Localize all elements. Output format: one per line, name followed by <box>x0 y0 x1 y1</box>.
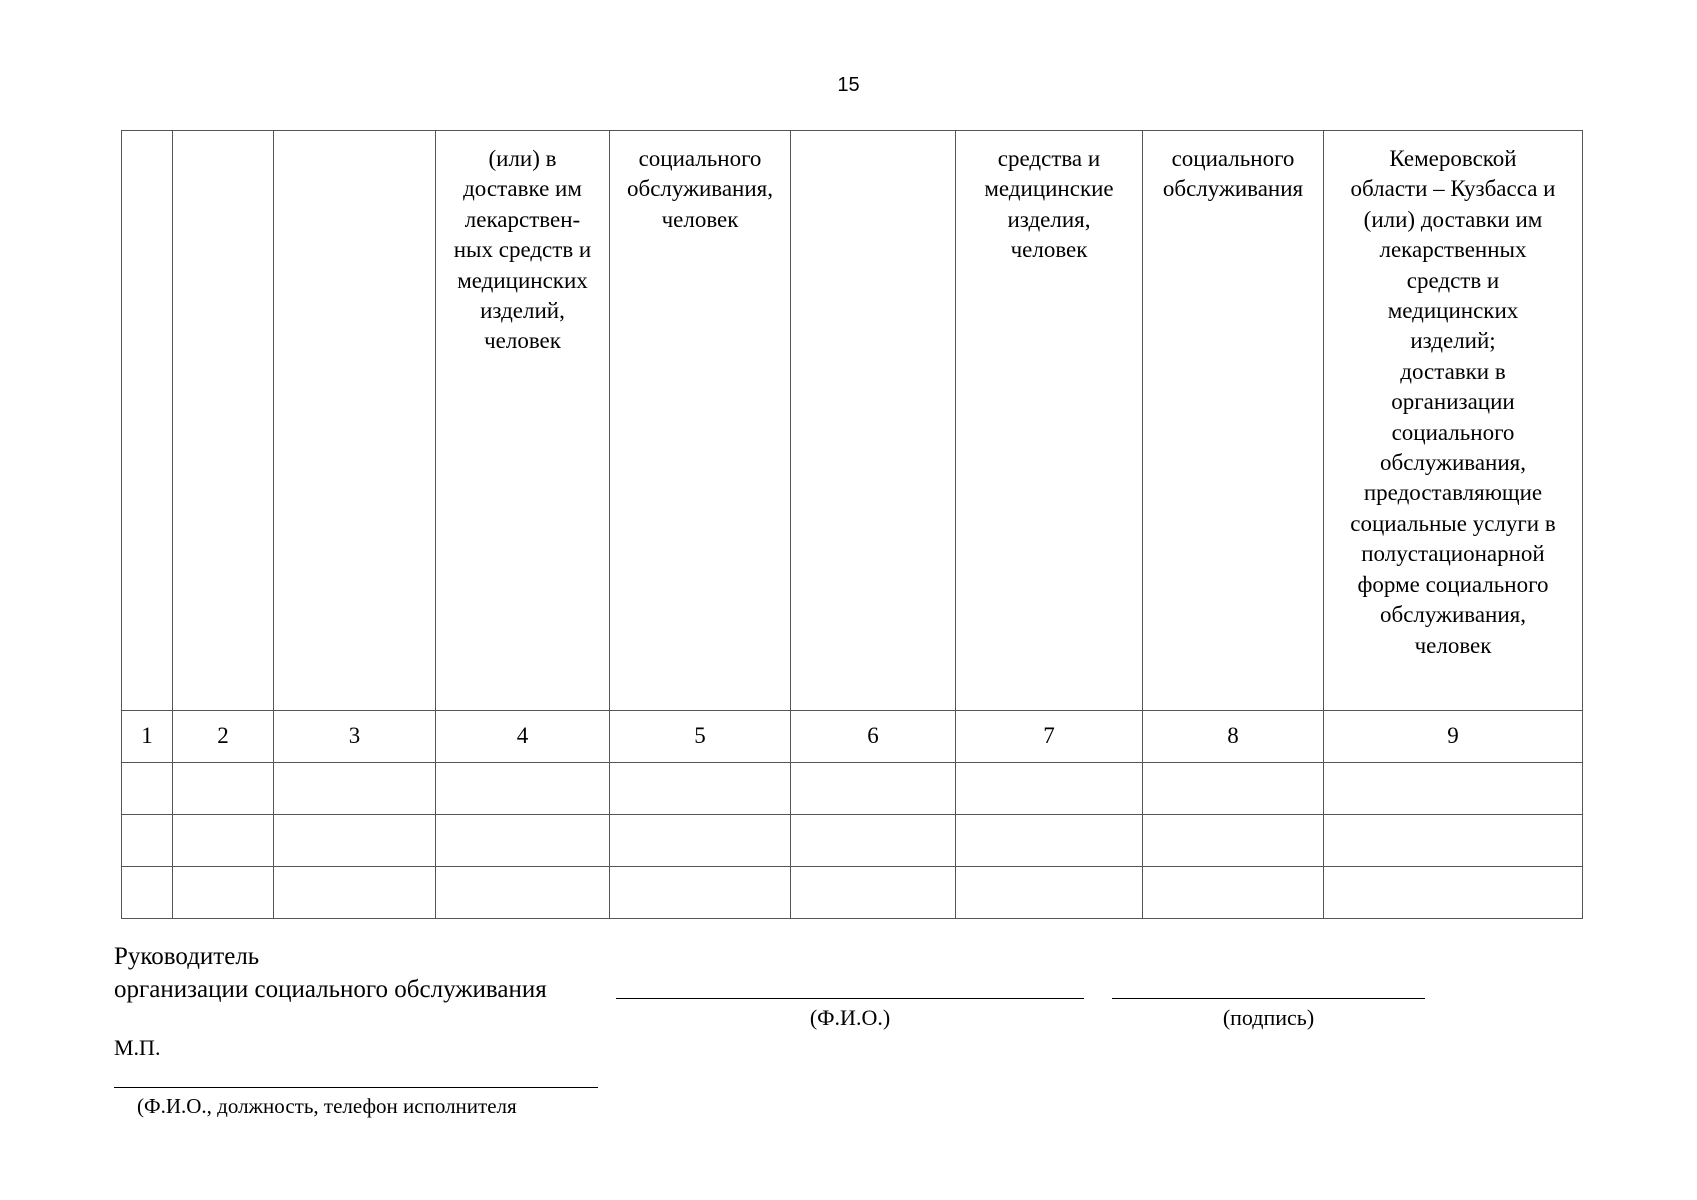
table-cell <box>274 763 436 815</box>
header-cell: социального обслуживания <box>1143 131 1324 711</box>
header-cell: социального обслуживания, человек <box>610 131 791 711</box>
column-number-row <box>122 711 1583 763</box>
table-cell <box>1324 815 1583 867</box>
header-cell: средства и медицинские изделия, человек <box>956 131 1143 711</box>
table-cell <box>956 815 1143 867</box>
table-row <box>122 867 1583 919</box>
table-row <box>122 815 1583 867</box>
column-number: 2 <box>173 711 274 763</box>
table-cell <box>436 815 610 867</box>
header-cell: (или) в доставке им лекарствен- ных средств и медицинских изделий, человек <box>436 131 610 711</box>
column-number: 8 <box>1143 711 1324 763</box>
signature-blank-line <box>1112 998 1425 999</box>
table-cell <box>436 867 610 919</box>
table-row <box>122 763 1583 815</box>
fio-caption: (Ф.И.О.) <box>809 1005 891 1030</box>
table-cell <box>791 763 956 815</box>
table-cell <box>1143 763 1324 815</box>
signature-title-line1: Руководитель <box>114 943 260 970</box>
header-cell <box>173 131 274 711</box>
table-cell <box>791 867 956 919</box>
table-cell <box>1143 815 1324 867</box>
executor-caption: (Ф.И.О., должность, телефон исполнителя <box>137 1094 517 1118</box>
table-cell <box>1143 867 1324 919</box>
table-cell <box>791 815 956 867</box>
table-cell <box>956 867 1143 919</box>
table-cell <box>274 867 436 919</box>
table-cell <box>274 815 436 867</box>
executor-blank-line <box>114 1087 598 1088</box>
table-cell <box>436 763 610 815</box>
signature-title-line2: организации социального обслуживания <box>114 976 547 1003</box>
table-cell <box>173 867 274 919</box>
column-number: 3 <box>274 711 436 763</box>
fio-blank-line <box>616 998 1084 999</box>
table-cell <box>610 763 791 815</box>
report-table <box>121 130 1583 919</box>
column-number: 5 <box>610 711 791 763</box>
stamp-label: М.П. <box>114 1035 161 1060</box>
header-cell <box>791 131 956 711</box>
table-cell <box>956 763 1143 815</box>
column-number: 6 <box>791 711 956 763</box>
signature-title <box>114 940 547 1006</box>
column-number: 9 <box>1324 711 1583 763</box>
table-cell <box>1324 763 1583 815</box>
table-header-row <box>122 131 1583 711</box>
header-cell <box>122 131 173 711</box>
header-cell <box>274 131 436 711</box>
signature-caption: (подпись) <box>1222 1005 1315 1030</box>
column-number: 4 <box>436 711 610 763</box>
table-cell <box>122 815 173 867</box>
column-number: 7 <box>956 711 1143 763</box>
table-cell <box>173 763 274 815</box>
header-cell: Кемеровской области – Кузбасса и (или) доставки им лекарственных средств и медицинских изделий; доставки в организации социального обслуживания, предоставляющие социальные услуги в полустационарной форме социального обслуживания, человек <box>1324 131 1583 711</box>
column-number: 1 <box>122 711 173 763</box>
table-cell <box>1324 867 1583 919</box>
table-cell <box>122 763 173 815</box>
table-cell <box>610 867 791 919</box>
table-cell <box>610 815 791 867</box>
table-cell <box>173 815 274 867</box>
page-number: 15 <box>837 74 860 96</box>
table-cell <box>122 867 173 919</box>
